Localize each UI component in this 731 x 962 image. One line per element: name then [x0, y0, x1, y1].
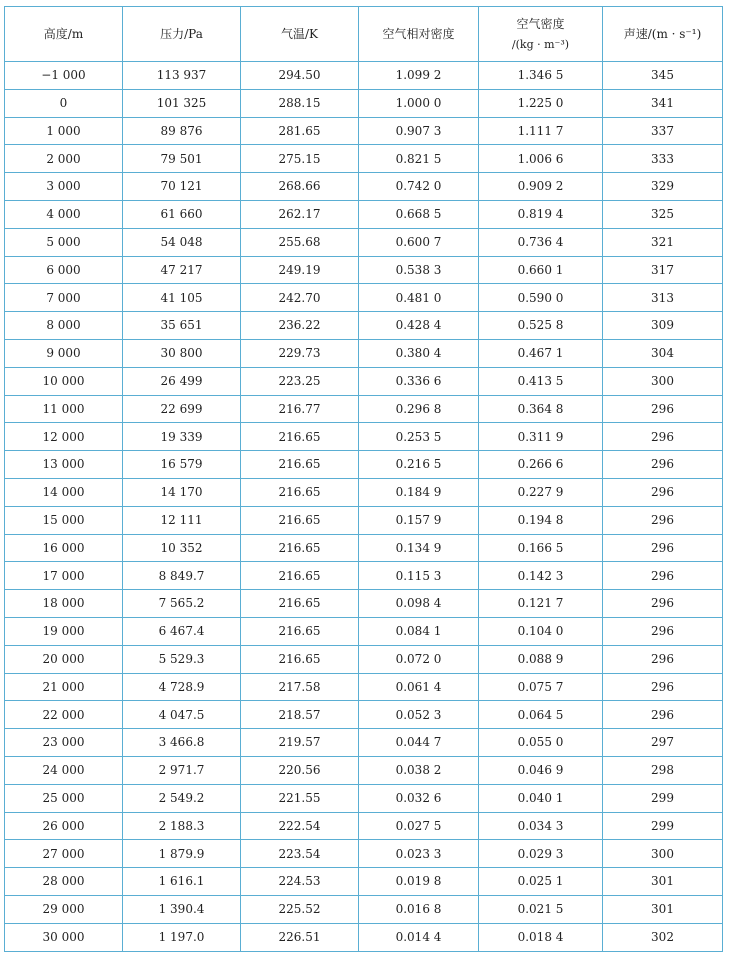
cell-relative-density: 0.296 8	[359, 395, 479, 423]
cell-air-density: 0.021 5	[479, 895, 603, 923]
cell-air-density: 0.467 1	[479, 339, 603, 367]
cell-speed-of-sound: 296	[603, 645, 723, 673]
table-row	[5, 506, 723, 534]
cell-altitude: 14 000	[5, 478, 123, 506]
cell-altitude: 15 000	[5, 506, 123, 534]
cell-temperature: 281.65	[241, 117, 359, 145]
table-row	[5, 89, 723, 117]
cell-temperature: 229.73	[241, 339, 359, 367]
cell-pressure: 4 047.5	[123, 701, 241, 729]
cell-altitude: 2 000	[5, 145, 123, 173]
cell-relative-density: 1.099 2	[359, 62, 479, 90]
cell-pressure: 35 651	[123, 312, 241, 340]
cell-altitude: 28 000	[5, 868, 123, 896]
table-row	[5, 339, 723, 367]
cell-relative-density: 0.134 9	[359, 534, 479, 562]
cell-altitude: 13 000	[5, 451, 123, 479]
cell-pressure: 7 565.2	[123, 590, 241, 618]
cell-altitude: 25 000	[5, 784, 123, 812]
cell-relative-density: 0.157 9	[359, 506, 479, 534]
cell-relative-density: 0.023 3	[359, 840, 479, 868]
cell-altitude: 4 000	[5, 200, 123, 228]
cell-temperature: 255.68	[241, 228, 359, 256]
cell-pressure: 19 339	[123, 423, 241, 451]
table-row	[5, 617, 723, 645]
cell-speed-of-sound: 300	[603, 840, 723, 868]
cell-altitude: 3 000	[5, 173, 123, 201]
cell-air-density: 0.055 0	[479, 729, 603, 757]
cell-relative-density: 0.380 4	[359, 339, 479, 367]
cell-speed-of-sound: 301	[603, 868, 723, 896]
cell-temperature: 220.56	[241, 756, 359, 784]
header-temperature: 气温/K	[241, 7, 359, 62]
cell-temperature: 216.77	[241, 395, 359, 423]
table-row	[5, 451, 723, 479]
cell-speed-of-sound: 300	[603, 367, 723, 395]
cell-altitude: 29 000	[5, 895, 123, 923]
cell-air-density: 0.064 5	[479, 701, 603, 729]
table-row	[5, 62, 723, 90]
table-row	[5, 673, 723, 701]
table-row	[5, 228, 723, 256]
table-row	[5, 395, 723, 423]
header-air-density: 空气密度 /(kg · m⁻³)	[479, 7, 603, 62]
cell-temperature: 216.65	[241, 617, 359, 645]
cell-air-density: 1.006 6	[479, 145, 603, 173]
table-row	[5, 312, 723, 340]
table-row	[5, 478, 723, 506]
cell-air-density: 0.660 1	[479, 256, 603, 284]
cell-altitude: 8 000	[5, 312, 123, 340]
cell-air-density: 0.227 9	[479, 478, 603, 506]
table-row	[5, 534, 723, 562]
cell-relative-density: 0.538 3	[359, 256, 479, 284]
cell-speed-of-sound: 296	[603, 590, 723, 618]
cell-temperature: 223.25	[241, 367, 359, 395]
cell-relative-density: 0.336 6	[359, 367, 479, 395]
cell-relative-density: 0.481 0	[359, 284, 479, 312]
cell-speed-of-sound: 317	[603, 256, 723, 284]
cell-altitude: 24 000	[5, 756, 123, 784]
cell-altitude: 18 000	[5, 590, 123, 618]
cell-relative-density: 0.032 6	[359, 784, 479, 812]
cell-altitude: 17 000	[5, 562, 123, 590]
cell-air-density: 0.590 0	[479, 284, 603, 312]
cell-temperature: 268.66	[241, 173, 359, 201]
header-speed-of-sound: 声速/(m · s⁻¹)	[603, 7, 723, 62]
cell-pressure: 101 325	[123, 89, 241, 117]
cell-relative-density: 0.668 5	[359, 200, 479, 228]
cell-air-density: 0.142 3	[479, 562, 603, 590]
cell-relative-density: 0.253 5	[359, 423, 479, 451]
cell-relative-density: 0.019 8	[359, 868, 479, 896]
cell-temperature: 294.50	[241, 62, 359, 90]
cell-temperature: 216.65	[241, 423, 359, 451]
cell-relative-density: 0.044 7	[359, 729, 479, 757]
cell-pressure: 12 111	[123, 506, 241, 534]
cell-air-density: 0.040 1	[479, 784, 603, 812]
cell-air-density: 0.736 4	[479, 228, 603, 256]
cell-pressure: 61 660	[123, 200, 241, 228]
cell-air-density: 0.413 5	[479, 367, 603, 395]
cell-relative-density: 0.014 4	[359, 923, 479, 951]
table-row	[5, 145, 723, 173]
table-row	[5, 895, 723, 923]
cell-speed-of-sound: 296	[603, 451, 723, 479]
cell-relative-density: 0.821 5	[359, 145, 479, 173]
cell-speed-of-sound: 296	[603, 506, 723, 534]
cell-speed-of-sound: 296	[603, 701, 723, 729]
cell-altitude: 10 000	[5, 367, 123, 395]
cell-relative-density: 0.052 3	[359, 701, 479, 729]
cell-air-density: 0.034 3	[479, 812, 603, 840]
cell-pressure: 1 390.4	[123, 895, 241, 923]
table-row	[5, 590, 723, 618]
cell-altitude: 11 000	[5, 395, 123, 423]
cell-pressure: 14 170	[123, 478, 241, 506]
cell-pressure: 1 197.0	[123, 923, 241, 951]
cell-speed-of-sound: 302	[603, 923, 723, 951]
cell-relative-density: 0.084 1	[359, 617, 479, 645]
cell-relative-density: 0.016 8	[359, 895, 479, 923]
cell-relative-density: 0.061 4	[359, 673, 479, 701]
cell-air-density: 0.819 4	[479, 200, 603, 228]
cell-air-density: 0.525 8	[479, 312, 603, 340]
cell-air-density: 0.075 7	[479, 673, 603, 701]
table-row	[5, 284, 723, 312]
cell-temperature: 217.58	[241, 673, 359, 701]
cell-pressure: 30 800	[123, 339, 241, 367]
cell-altitude: 1 000	[5, 117, 123, 145]
header-row	[5, 7, 723, 62]
cell-relative-density: 0.072 0	[359, 645, 479, 673]
cell-temperature: 216.65	[241, 562, 359, 590]
cell-pressure: 89 876	[123, 117, 241, 145]
cell-speed-of-sound: 333	[603, 145, 723, 173]
cell-air-density: 1.111 7	[479, 117, 603, 145]
cell-temperature: 222.54	[241, 812, 359, 840]
cell-air-density: 0.025 1	[479, 868, 603, 896]
cell-pressure: 54 048	[123, 228, 241, 256]
cell-speed-of-sound: 329	[603, 173, 723, 201]
cell-temperature: 218.57	[241, 701, 359, 729]
atmosphere-table-container	[4, 6, 723, 952]
cell-pressure: 70 121	[123, 173, 241, 201]
cell-speed-of-sound: 299	[603, 784, 723, 812]
header-air-density-unit: /(kg · m⁻³)	[511, 37, 570, 51]
table-row	[5, 923, 723, 951]
cell-temperature: 226.51	[241, 923, 359, 951]
cell-relative-density: 0.038 2	[359, 756, 479, 784]
table-row	[5, 784, 723, 812]
cell-relative-density: 0.115 3	[359, 562, 479, 590]
table-body	[5, 62, 723, 952]
cell-air-density: 0.266 6	[479, 451, 603, 479]
table-row	[5, 173, 723, 201]
cell-pressure: 79 501	[123, 145, 241, 173]
cell-speed-of-sound: 297	[603, 729, 723, 757]
table-row	[5, 256, 723, 284]
table-row	[5, 729, 723, 757]
cell-altitude: 5 000	[5, 228, 123, 256]
cell-speed-of-sound: 296	[603, 423, 723, 451]
cell-pressure: 8 849.7	[123, 562, 241, 590]
cell-pressure: 4 728.9	[123, 673, 241, 701]
cell-pressure: 26 499	[123, 367, 241, 395]
cell-air-density: 1.346 5	[479, 62, 603, 90]
cell-altitude: 21 000	[5, 673, 123, 701]
cell-temperature: 216.65	[241, 451, 359, 479]
cell-altitude: −1 000	[5, 62, 123, 90]
cell-temperature: 216.65	[241, 534, 359, 562]
cell-pressure: 113 937	[123, 62, 241, 90]
cell-air-density: 0.166 5	[479, 534, 603, 562]
cell-speed-of-sound: 301	[603, 895, 723, 923]
table-row	[5, 423, 723, 451]
cell-temperature: 288.15	[241, 89, 359, 117]
cell-pressure: 3 466.8	[123, 729, 241, 757]
cell-relative-density: 0.600 7	[359, 228, 479, 256]
cell-air-density: 0.364 8	[479, 395, 603, 423]
table-row	[5, 701, 723, 729]
standard-atmosphere-table	[4, 6, 723, 952]
cell-altitude: 27 000	[5, 840, 123, 868]
cell-relative-density: 0.742 0	[359, 173, 479, 201]
cell-pressure: 22 699	[123, 395, 241, 423]
cell-pressure: 10 352	[123, 534, 241, 562]
table-row	[5, 756, 723, 784]
cell-altitude: 23 000	[5, 729, 123, 757]
cell-temperature: 216.65	[241, 478, 359, 506]
table-header	[5, 7, 723, 62]
table-row	[5, 645, 723, 673]
cell-temperature: 236.22	[241, 312, 359, 340]
cell-altitude: 16 000	[5, 534, 123, 562]
cell-pressure: 47 217	[123, 256, 241, 284]
cell-speed-of-sound: 296	[603, 395, 723, 423]
cell-temperature: 216.65	[241, 645, 359, 673]
cell-altitude: 19 000	[5, 617, 123, 645]
table-row	[5, 812, 723, 840]
cell-altitude: 6 000	[5, 256, 123, 284]
header-altitude: 高度/m	[5, 7, 123, 62]
header-pressure: 压力/Pa	[123, 7, 241, 62]
table-row	[5, 868, 723, 896]
cell-speed-of-sound: 309	[603, 312, 723, 340]
cell-speed-of-sound: 296	[603, 478, 723, 506]
cell-temperature: 221.55	[241, 784, 359, 812]
cell-relative-density: 1.000 0	[359, 89, 479, 117]
cell-temperature: 219.57	[241, 729, 359, 757]
table-row	[5, 367, 723, 395]
cell-altitude: 9 000	[5, 339, 123, 367]
cell-relative-density: 0.098 4	[359, 590, 479, 618]
cell-air-density: 0.909 2	[479, 173, 603, 201]
cell-temperature: 249.19	[241, 256, 359, 284]
cell-speed-of-sound: 296	[603, 534, 723, 562]
cell-altitude: 20 000	[5, 645, 123, 673]
cell-air-density: 0.088 9	[479, 645, 603, 673]
cell-relative-density: 0.907 3	[359, 117, 479, 145]
cell-temperature: 223.54	[241, 840, 359, 868]
cell-air-density: 0.018 4	[479, 923, 603, 951]
table-row	[5, 117, 723, 145]
cell-speed-of-sound: 337	[603, 117, 723, 145]
cell-relative-density: 0.027 5	[359, 812, 479, 840]
cell-air-density: 0.311 9	[479, 423, 603, 451]
cell-air-density: 0.194 8	[479, 506, 603, 534]
cell-altitude: 7 000	[5, 284, 123, 312]
cell-pressure: 2 971.7	[123, 756, 241, 784]
cell-air-density: 1.225 0	[479, 89, 603, 117]
cell-pressure: 1 616.1	[123, 868, 241, 896]
table-row	[5, 840, 723, 868]
cell-air-density: 0.104 0	[479, 617, 603, 645]
header-relative-density: 空气相对密度	[359, 7, 479, 62]
cell-relative-density: 0.428 4	[359, 312, 479, 340]
cell-relative-density: 0.184 9	[359, 478, 479, 506]
cell-temperature: 216.65	[241, 506, 359, 534]
cell-speed-of-sound: 296	[603, 617, 723, 645]
cell-speed-of-sound: 296	[603, 562, 723, 590]
cell-temperature: 225.52	[241, 895, 359, 923]
cell-pressure: 16 579	[123, 451, 241, 479]
cell-pressure: 2 549.2	[123, 784, 241, 812]
cell-temperature: 275.15	[241, 145, 359, 173]
table-row	[5, 562, 723, 590]
cell-altitude: 22 000	[5, 701, 123, 729]
cell-speed-of-sound: 341	[603, 89, 723, 117]
cell-temperature: 224.53	[241, 868, 359, 896]
table-row	[5, 200, 723, 228]
cell-pressure: 41 105	[123, 284, 241, 312]
cell-temperature: 242.70	[241, 284, 359, 312]
cell-speed-of-sound: 298	[603, 756, 723, 784]
cell-pressure: 2 188.3	[123, 812, 241, 840]
cell-altitude: 30 000	[5, 923, 123, 951]
cell-speed-of-sound: 299	[603, 812, 723, 840]
cell-pressure: 5 529.3	[123, 645, 241, 673]
cell-speed-of-sound: 321	[603, 228, 723, 256]
cell-altitude: 26 000	[5, 812, 123, 840]
cell-air-density: 0.029 3	[479, 840, 603, 868]
cell-speed-of-sound: 313	[603, 284, 723, 312]
cell-air-density: 0.121 7	[479, 590, 603, 618]
cell-altitude: 12 000	[5, 423, 123, 451]
cell-pressure: 1 879.9	[123, 840, 241, 868]
cell-temperature: 262.17	[241, 200, 359, 228]
cell-speed-of-sound: 345	[603, 62, 723, 90]
cell-altitude: 0	[5, 89, 123, 117]
cell-speed-of-sound: 325	[603, 200, 723, 228]
cell-pressure: 6 467.4	[123, 617, 241, 645]
cell-relative-density: 0.216 5	[359, 451, 479, 479]
cell-speed-of-sound: 296	[603, 673, 723, 701]
cell-air-density: 0.046 9	[479, 756, 603, 784]
cell-speed-of-sound: 304	[603, 339, 723, 367]
cell-temperature: 216.65	[241, 590, 359, 618]
